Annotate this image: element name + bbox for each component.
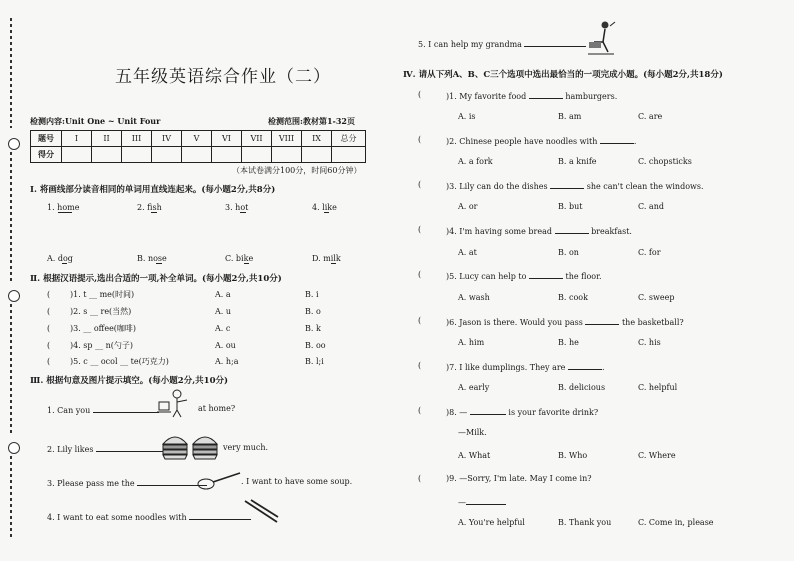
answer-blank[interactable] [524, 38, 586, 47]
part4-question [446, 135, 636, 147]
page-title: 五年级英语综合作业（二） [115, 67, 331, 87]
part2-paren[interactable]: ( [47, 290, 51, 299]
part2-heading: Ⅱ. 根据汉语提示,选出合适的一项,补全单词。(每小题2分,共10分) [30, 274, 282, 284]
score-col: IV [152, 131, 182, 147]
part4-option-b[interactable]: B. a knife [558, 157, 597, 166]
question-text: )3. Lily can do the dishes [446, 182, 548, 191]
binding-strip [6, 18, 20, 538]
part3-text: 4. I want to eat some noodles with [47, 513, 187, 522]
part3-text: at home? [198, 404, 236, 413]
part4-paren[interactable]: ( [418, 361, 422, 370]
part4-paren[interactable]: ( [418, 225, 422, 234]
part4-option-a[interactable]: A. early [458, 383, 490, 392]
answer-blank[interactable] [529, 90, 563, 99]
part2-option-b[interactable]: B. i [305, 290, 319, 299]
part4-question: )9. —Sorry, I'm late. May I come in? [446, 474, 592, 483]
part3-q5 [418, 38, 586, 50]
question-text: )8. — [446, 408, 468, 417]
part4-paren[interactable]: ( [418, 180, 422, 189]
part4-option-b[interactable]: B. cook [558, 293, 588, 302]
chopsticks-picture [242, 498, 280, 526]
spoon-picture [196, 470, 242, 492]
part1-word[interactable]: 2. fish [137, 203, 162, 212]
question-text: the basketball? [621, 318, 684, 327]
part3-q4 [47, 511, 251, 523]
part4-option-b[interactable]: B. Thank you [558, 518, 612, 527]
part4-paren[interactable]: ( [418, 316, 422, 325]
hamburgers-picture [160, 430, 222, 462]
binding-hole [8, 290, 20, 302]
question-text: )1. My favorite food [446, 92, 527, 101]
part4-option-a[interactable]: A. a fork [458, 157, 493, 166]
part1-word[interactable]: 3. hot [225, 203, 249, 212]
answer-blank[interactable] [568, 361, 602, 370]
answer-blank[interactable] [555, 225, 589, 234]
part4-question [446, 225, 632, 237]
part1-option[interactable]: C. bike [225, 254, 254, 263]
question-text: . [633, 137, 637, 146]
part3-q2 [47, 443, 168, 455]
part1-word[interactable]: 4. like [312, 203, 337, 212]
part4-option-c[interactable]: C. sweep [638, 293, 675, 302]
part4-paren[interactable]: ( [418, 135, 422, 144]
score-col: III [122, 131, 152, 147]
part4-option-c[interactable]: C. chopsticks [638, 157, 692, 166]
question-text: )2. Chinese people have noodles with [446, 137, 598, 146]
score-col: I [62, 131, 92, 147]
part3-text: 1. Can you [47, 406, 91, 415]
part1-heading: Ⅰ. 将画线部分读音相同的单词用直线连起来。(每小题2分,共8分) [30, 185, 276, 195]
question-text: she can't clean the windows. [586, 182, 704, 191]
cleaning-picture [155, 388, 197, 418]
question-text: . [601, 363, 605, 372]
score-cell[interactable] [272, 147, 302, 163]
question-text: is your favorite drink? [508, 408, 599, 417]
part4-question [446, 406, 598, 418]
part3-heading: Ⅲ. 根据句意及图片提示填空。(每小题2分,共10分) [30, 376, 229, 386]
part2-option-b[interactable]: B. l;i [305, 357, 324, 366]
score-cell[interactable] [92, 147, 122, 163]
part2-paren[interactable]: ( [47, 341, 51, 350]
part4-option-b[interactable]: B. Who [558, 451, 588, 460]
score-cell[interactable] [62, 147, 92, 163]
binding-hole [8, 138, 20, 150]
part2-option-a[interactable]: A. ou [215, 341, 236, 350]
score-cell[interactable] [242, 147, 272, 163]
question-text: the floor. [565, 272, 602, 281]
score-col: VI [212, 131, 242, 147]
score-cell[interactable] [302, 147, 332, 163]
score-row-label: 得分 [31, 147, 62, 163]
score-cell[interactable] [122, 147, 152, 163]
part2-paren[interactable]: ( [47, 357, 51, 366]
part4-reply: —Milk. [458, 428, 487, 437]
part4-question [446, 316, 684, 328]
test-range: 检测范围:教材第1-32页 [268, 116, 355, 126]
part3-q3 [47, 477, 207, 489]
score-row-label: 题号 [31, 131, 62, 147]
part2-option-a[interactable]: A. a [215, 290, 231, 299]
question-text: )7. I like dumplings. They are [446, 363, 566, 372]
part2-option-b[interactable]: B. o [305, 307, 321, 316]
score-col: II [92, 131, 122, 147]
part2-option-a[interactable]: A. c [215, 324, 231, 333]
question-text: breakfast. [591, 227, 632, 236]
grandma-picture [586, 20, 616, 56]
score-col: VII [242, 131, 272, 147]
answer-blank[interactable] [96, 443, 168, 452]
part4-heading: Ⅳ. 请从下列A、B、C三个选项中选出最恰当的一项完成小题。(每小题2分,共18分) [403, 70, 723, 80]
part4-option-b[interactable]: B. he [558, 338, 579, 347]
part2-question: )3. __ offee(咖啡) [70, 324, 137, 333]
part4-question [446, 361, 605, 373]
score-table [30, 130, 366, 163]
part4-option-c[interactable]: C. are [638, 112, 663, 121]
score-cell[interactable] [212, 147, 242, 163]
part4-question [446, 270, 602, 282]
part2-question: )1. t __ me(时间) [70, 290, 135, 299]
part4-option-c[interactable]: C. his [638, 338, 661, 347]
part3-text: very much. [223, 443, 269, 452]
score-cell[interactable] [182, 147, 212, 163]
part4-option-a[interactable]: A. him [458, 338, 485, 347]
part3-text: 5. I can help my grandma [418, 40, 522, 49]
part4-option-a[interactable]: A. What [458, 451, 491, 460]
part4-paren[interactable]: ( [418, 474, 422, 483]
part4-option-a[interactable]: A. You're helpful [458, 518, 525, 527]
score-col: V [182, 131, 212, 147]
part2-option-a[interactable]: A. h;a [215, 357, 239, 366]
question-text: )5. Lucy can help to [446, 272, 527, 281]
part2-question: )4. sp __ n(勺子) [70, 341, 134, 350]
score-col: IX [302, 131, 332, 147]
part4-question [446, 90, 617, 102]
part4-reply [458, 496, 506, 508]
part4-option-c[interactable]: C. Where [638, 451, 676, 460]
question-text: )6. Jason is there. Would you pass [446, 318, 583, 327]
part2-option-b[interactable]: B. oo [305, 341, 326, 350]
score-cell[interactable] [152, 147, 182, 163]
part4-option-b[interactable]: B. delicious [558, 383, 606, 392]
score-col: 总分 [332, 131, 366, 147]
part4-option-a[interactable]: A. wash [458, 293, 490, 302]
part4-option-b[interactable]: B. but [558, 202, 583, 211]
part2-option-a[interactable]: A. u [215, 307, 232, 316]
part4-option-a[interactable]: A. at [458, 248, 477, 257]
part3-text: 2. Lily likes [47, 445, 94, 454]
question-text: )4. I'm having some bread [446, 227, 552, 236]
part4-option-b[interactable]: B. on [558, 248, 579, 257]
answer-blank[interactable] [600, 135, 634, 144]
answer-blank[interactable] [529, 270, 563, 279]
part2-question: )5. c __ ocol __ te(巧克力) [70, 357, 169, 366]
part4-question [446, 180, 704, 192]
part1-word[interactable]: 1. home [47, 203, 80, 212]
part3-text: . I want to have some soup. [241, 477, 353, 486]
part4-paren[interactable]: ( [418, 270, 422, 279]
score-cell[interactable] [332, 147, 366, 163]
answer-blank[interactable] [93, 404, 159, 413]
part2-option-b[interactable]: B. k [305, 324, 321, 333]
part2-question: )2. s __ re(当然) [70, 307, 132, 316]
question-text: hamburgers. [565, 92, 618, 101]
part4-option-c[interactable]: C. helpful [638, 383, 678, 392]
part1-option[interactable]: B. nose [137, 254, 167, 263]
part1-option[interactable]: A. dog [47, 254, 73, 263]
part4-option-c[interactable]: C. and [638, 202, 664, 211]
question-text: — [458, 498, 466, 507]
score-col: VIII [272, 131, 302, 147]
part4-option-a[interactable]: A. or [458, 202, 478, 211]
answer-blank[interactable] [466, 496, 506, 505]
part2-paren[interactable]: ( [47, 324, 51, 333]
part1-option[interactable]: D. milk [312, 254, 341, 263]
part4-option-b[interactable]: B. am [558, 112, 582, 121]
part4-option-a[interactable]: A. is [458, 112, 476, 121]
score-note: （本试卷满分100分，时间60分钟） [232, 166, 362, 175]
part3-text: 3. Please pass me the [47, 479, 135, 488]
answer-blank[interactable] [585, 316, 619, 325]
answer-blank[interactable] [470, 406, 506, 415]
part4-option-c[interactable]: C. Come in, please [638, 518, 714, 527]
part2-paren[interactable]: ( [47, 307, 51, 316]
part4-option-c[interactable]: C. for [638, 248, 661, 257]
part4-paren[interactable]: ( [418, 406, 422, 415]
part4-paren[interactable]: ( [418, 90, 422, 99]
answer-blank[interactable] [550, 180, 584, 189]
part3-q1 [47, 404, 159, 416]
binding-hole [8, 442, 20, 454]
test-content: 检测内容:Unit One ~ Unit Four [30, 116, 161, 126]
